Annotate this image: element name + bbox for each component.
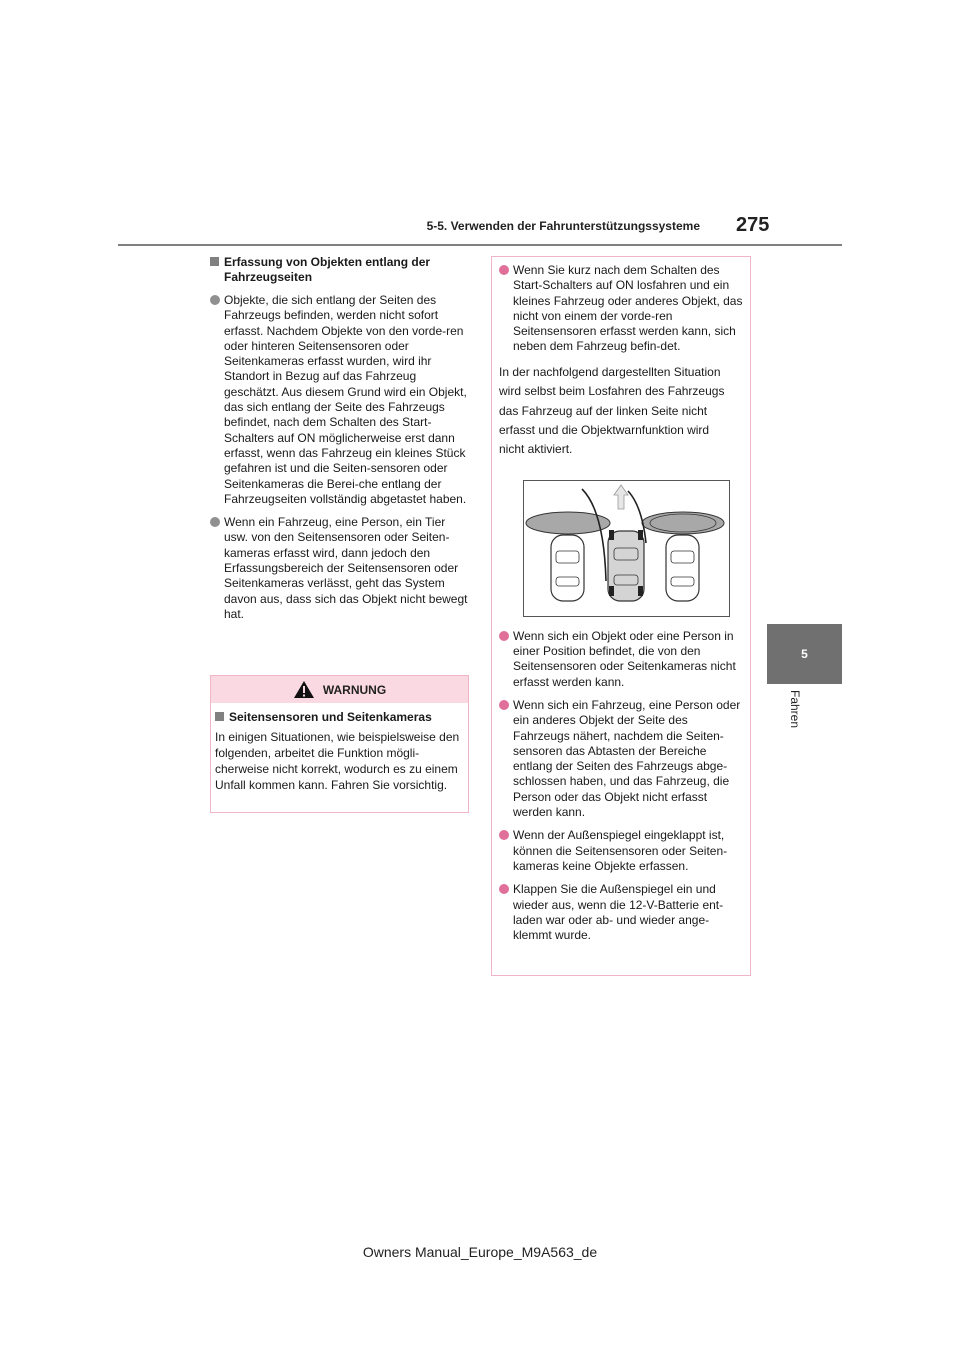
left-heading: Erfassung von Objekten entlang der Fahrzeugseiten xyxy=(210,255,470,285)
square-bullet-icon xyxy=(210,257,219,266)
list-item: Wenn sich ein Objekt oder eine Person in einer Position befindet, die von den Seitensensoren oder Seitenkameras nicht erfasst werden kann. xyxy=(499,629,743,690)
footer-text: Owners Manual_Europe_M9A563_de xyxy=(362,1244,598,1260)
page-number: 275 xyxy=(736,214,770,236)
chapter-number: 5 xyxy=(801,647,808,661)
header-divider xyxy=(118,244,842,246)
list-item: Wenn ein Fahrzeug, eine Person, ein Tier usw. von den Seitensensoren oder Seiten-kameras erfasst wird, dann jedoch den Erfassungsbereich der Seitensensoren oder Seitenkameras verlässt, geht das System davon aus, dass sich das Objekt nicht bewegt hat. xyxy=(210,515,470,622)
bullet-dot-icon xyxy=(499,265,509,275)
square-bullet-icon xyxy=(215,712,224,721)
left-column xyxy=(210,255,470,630)
warning-heading: Seitensensoren und Seitenkameras xyxy=(215,710,464,725)
list-item: Wenn der Außenspiegel eingeklappt ist, können die Seitensensoren oder Seiten-kameras keine Objekte erfassen. xyxy=(499,828,743,874)
bullet-dot-icon xyxy=(499,884,509,894)
parking-illustration xyxy=(523,480,730,617)
bullet-dot-icon xyxy=(210,517,220,527)
list-item: Klappen Sie die Außenspiegel ein und wieder aus, wenn die 12-V-Batterie ent-laden war oder ab- und wieder ange-klemmt wurde. xyxy=(499,882,743,943)
warning-header xyxy=(211,676,468,703)
bullet-dot-icon xyxy=(499,830,509,840)
right-car-icon xyxy=(666,535,699,601)
warning-title: WARNUNG xyxy=(322,682,387,697)
plain-paragraph: In der nachfolgend dargestellten Situation wird selbst beim Losfahren des Fahrzeugs das Fahrzeug auf der linken Seite nicht erfasst und die Objektwarnfunktion wird nicht aktiviert. xyxy=(499,364,725,457)
left-car-icon xyxy=(551,535,584,601)
chapter-label: Fahren xyxy=(788,690,802,729)
chapter-tab[interactable] xyxy=(767,624,842,684)
section-title: 5-5. Verwenden der Fahrunterstützungssysteme xyxy=(426,219,700,233)
center-car-icon xyxy=(608,530,644,601)
warning-box xyxy=(210,675,469,813)
warning-text: In einigen Situationen, wie beispielsweise den folgenden, arbeitet die Funktion mögli-cherweise nicht korrekt, wodurch es zu einem Unfall kommen kann. Fahren Sie vorsichtig. xyxy=(215,730,460,792)
forward-arrow-icon xyxy=(614,485,628,509)
list-item: Wenn Sie kurz nach dem Schalten des Start-Schalters auf ON losfahren und ein kleines Fahrzeug oder anderes Objekt, das nicht von einem der vorde-ren Seitensensoren erfasst werden kann, sich neben dem Fahrzeug befin-det. xyxy=(499,263,743,355)
list-item: Objekte, die sich entlang der Seiten des Fahrzeugs befinden, werden nicht sofort erfasst. Nachdem Objekte von den vorde-ren oder hinteren Seitensensoren oder Seitenkameras erfasst wurden, wird ihr Standort in Bezug auf das Fahrzeug geschätzt. Aus diesem Grund wird ein Objekt, das sich entlang der Seite des Fahrzeugs befindet, nach dem Schalten des Start-Schalters auf ON möglicherweise erst dann erfasst, wenn das Fahrzeug ein kleines Stück gefahren ist und die Seiten-sensoren oder Seitenkameras die Berei-che entlang der Fahrzeugseiten vollständig abgetastet haben. xyxy=(210,293,470,507)
bullet-dot-icon xyxy=(499,631,509,641)
warning-triangle-icon xyxy=(293,680,315,699)
right-column xyxy=(491,256,751,976)
cars-diagram xyxy=(524,481,729,616)
list-item: Wenn sich ein Fahrzeug, eine Person oder ein anderes Objekt der Seite des Fahrzeugs nähert, nachdem die Seiten-sensoren das Abtasten der Bereiche entlang der Seiten des Fahrzeugs abge-schlossen haben, und das Fahrzeug, die Person oder das Objekt nicht erfasst werden kann. xyxy=(499,698,743,820)
bullet-dot-icon xyxy=(499,700,509,710)
bullet-dot-icon xyxy=(210,295,220,305)
